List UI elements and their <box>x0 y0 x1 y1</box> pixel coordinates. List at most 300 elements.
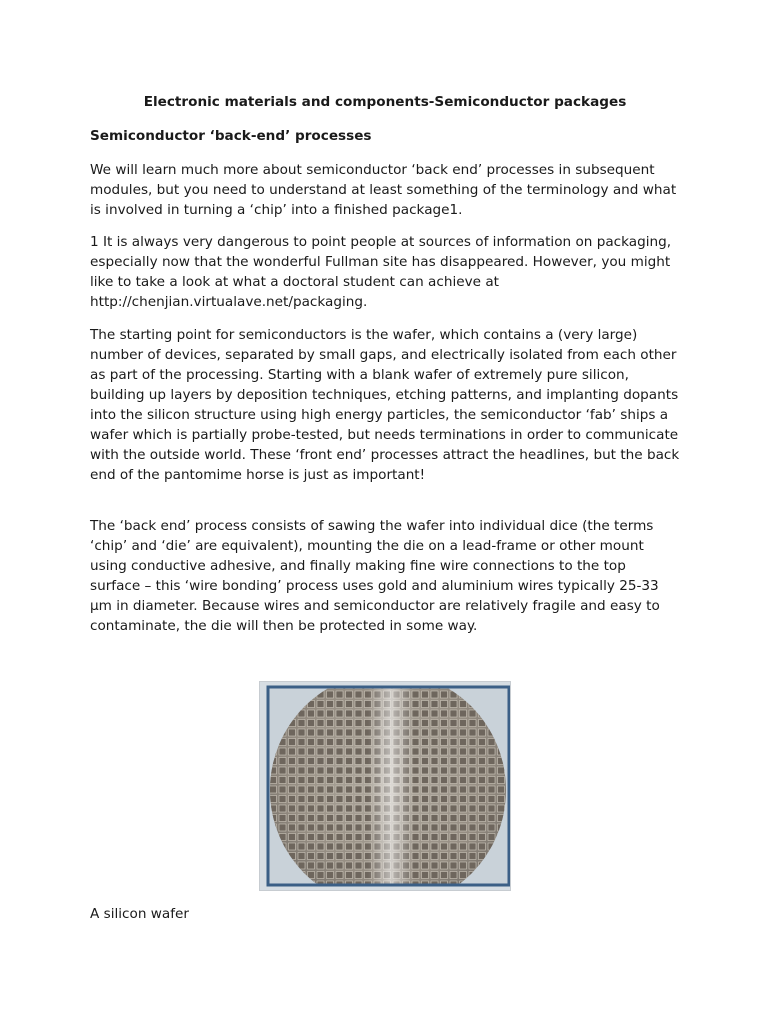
die <box>327 701 334 708</box>
die <box>336 872 343 879</box>
die <box>270 786 277 793</box>
die <box>441 805 448 812</box>
die <box>260 843 267 850</box>
die <box>336 748 343 755</box>
die <box>422 853 429 860</box>
die <box>469 834 476 841</box>
die <box>460 853 467 860</box>
die <box>460 815 467 822</box>
die <box>355 834 362 841</box>
die <box>346 729 353 736</box>
die <box>336 815 343 822</box>
die <box>336 691 343 698</box>
die <box>298 748 305 755</box>
die <box>450 710 457 717</box>
die <box>346 805 353 812</box>
paragraph-footnote: 1 It is always very dangerous to point people at sources of information on packaging, especially now that the wonderful Fullman site has disappeared. However, you might like to take a look at what a doctoral student can achieve at http://chenjian.virtualave.net/packaging. <box>90 234 672 310</box>
die <box>431 853 438 860</box>
die <box>431 748 438 755</box>
die <box>336 701 343 708</box>
die <box>279 805 286 812</box>
die <box>460 824 467 831</box>
die <box>317 843 324 850</box>
die <box>441 872 448 879</box>
die <box>308 834 315 841</box>
paragraph-wafer: The starting point for semiconductors is the wafer, which contains a (very large) number of devices, separated by small gaps, and electrically isolated from each other as part of the processing. Starting with a blank wafer of extremely pure silicon, building up layers by deposition techniques, etching patterns, and implanting dopants into the silicon structure using high energy particles, the semiconductor ‘fab’ ships a wafer which is partially probe-tested, but needs terminations in order to communicate with the outside world. These ‘front end’ processes attract the headlines, but the back end of the pantomime horse is just as important! <box>90 327 680 483</box>
die <box>355 815 362 822</box>
die <box>279 748 286 755</box>
die <box>422 748 429 755</box>
die <box>336 758 343 765</box>
die <box>479 824 486 831</box>
die <box>327 805 334 812</box>
die <box>336 786 343 793</box>
die <box>479 815 486 822</box>
die <box>298 729 305 736</box>
die <box>260 777 267 784</box>
die <box>317 729 324 736</box>
die <box>298 805 305 812</box>
die <box>460 710 467 717</box>
die <box>441 834 448 841</box>
die <box>498 777 505 784</box>
die <box>308 843 315 850</box>
die <box>469 748 476 755</box>
die <box>479 748 486 755</box>
die <box>355 777 362 784</box>
die <box>469 777 476 784</box>
die <box>422 815 429 822</box>
die <box>260 729 267 736</box>
die <box>431 739 438 746</box>
die <box>469 767 476 774</box>
die <box>308 786 315 793</box>
die <box>460 767 467 774</box>
die <box>346 796 353 803</box>
die <box>336 805 343 812</box>
die <box>346 748 353 755</box>
die <box>327 691 334 698</box>
die <box>355 739 362 746</box>
die <box>460 834 467 841</box>
die <box>327 767 334 774</box>
die <box>260 691 267 698</box>
die <box>355 853 362 860</box>
die <box>346 758 353 765</box>
die <box>431 834 438 841</box>
die <box>336 824 343 831</box>
die <box>298 767 305 774</box>
die <box>450 805 457 812</box>
die <box>498 767 505 774</box>
die <box>298 720 305 727</box>
die <box>327 777 334 784</box>
die <box>336 796 343 803</box>
die <box>317 710 324 717</box>
die <box>422 786 429 793</box>
die <box>422 758 429 765</box>
die <box>469 805 476 812</box>
die <box>308 729 315 736</box>
die <box>488 824 495 831</box>
die <box>317 758 324 765</box>
die <box>431 796 438 803</box>
die <box>422 701 429 708</box>
die <box>450 777 457 784</box>
wafer-illustration <box>260 682 510 890</box>
die <box>469 710 476 717</box>
die <box>298 824 305 831</box>
die <box>308 758 315 765</box>
die <box>327 739 334 746</box>
die <box>422 843 429 850</box>
die <box>308 767 315 774</box>
die <box>260 834 267 841</box>
die <box>260 824 267 831</box>
die <box>469 729 476 736</box>
section-heading: Semiconductor ‘back-end’ processes <box>90 128 372 144</box>
die <box>469 815 476 822</box>
die <box>279 824 286 831</box>
die <box>289 843 296 850</box>
die <box>289 834 296 841</box>
die <box>355 691 362 698</box>
document-title: Electronic materials and components-Semiconductor packages <box>143 94 627 110</box>
die <box>327 720 334 727</box>
die <box>460 758 467 765</box>
die <box>450 767 457 774</box>
die <box>317 739 324 746</box>
die <box>260 796 267 803</box>
die <box>431 805 438 812</box>
die <box>441 739 448 746</box>
die <box>450 748 457 755</box>
die <box>488 796 495 803</box>
die <box>422 777 429 784</box>
die <box>460 748 467 755</box>
die <box>422 796 429 803</box>
die <box>431 843 438 850</box>
die <box>441 853 448 860</box>
die <box>317 805 324 812</box>
die <box>308 720 315 727</box>
die <box>450 720 457 727</box>
die <box>450 872 457 879</box>
die <box>346 701 353 708</box>
die <box>460 777 467 784</box>
die <box>488 815 495 822</box>
die <box>488 758 495 765</box>
die <box>431 777 438 784</box>
die <box>450 843 457 850</box>
die <box>450 853 457 860</box>
die <box>308 748 315 755</box>
die <box>441 843 448 850</box>
die <box>431 862 438 869</box>
die <box>431 872 438 879</box>
die <box>260 786 267 793</box>
die <box>336 739 343 746</box>
die <box>422 720 429 727</box>
die <box>479 739 486 746</box>
die <box>450 796 457 803</box>
die <box>346 843 353 850</box>
die <box>441 748 448 755</box>
die <box>327 843 334 850</box>
die <box>441 786 448 793</box>
die <box>441 796 448 803</box>
die <box>355 786 362 793</box>
paragraph-intro: We will learn much more about semiconductor ‘back end’ processes in subsequent modules, but you need to understand at least something of the terminology and what is involved in turning a ‘chip’ into a finished package1. <box>90 162 677 218</box>
die <box>479 796 486 803</box>
die <box>469 824 476 831</box>
die <box>441 824 448 831</box>
die <box>355 710 362 717</box>
die <box>422 834 429 841</box>
die <box>460 701 467 708</box>
die <box>422 710 429 717</box>
die <box>289 739 296 746</box>
die <box>469 796 476 803</box>
die <box>260 682 267 689</box>
die <box>498 786 505 793</box>
die <box>346 691 353 698</box>
die <box>479 729 486 736</box>
die <box>289 729 296 736</box>
die <box>355 701 362 708</box>
die <box>422 767 429 774</box>
die <box>469 739 476 746</box>
die <box>298 853 305 860</box>
die <box>317 777 324 784</box>
die <box>260 862 267 869</box>
die <box>327 853 334 860</box>
die <box>327 862 334 869</box>
die <box>336 843 343 850</box>
die <box>460 729 467 736</box>
die <box>308 862 315 869</box>
die <box>336 834 343 841</box>
die <box>479 834 486 841</box>
die <box>298 786 305 793</box>
die <box>260 739 267 746</box>
die <box>327 834 334 841</box>
die <box>460 805 467 812</box>
die <box>355 729 362 736</box>
die <box>469 853 476 860</box>
die <box>298 758 305 765</box>
die <box>441 767 448 774</box>
die <box>460 872 467 879</box>
die <box>279 777 286 784</box>
die <box>327 786 334 793</box>
die <box>498 805 505 812</box>
die <box>346 872 353 879</box>
die <box>317 853 324 860</box>
die <box>317 862 324 869</box>
die <box>317 786 324 793</box>
die <box>460 862 467 869</box>
die <box>308 777 315 784</box>
die <box>346 777 353 784</box>
die <box>431 720 438 727</box>
die <box>431 824 438 831</box>
die <box>298 815 305 822</box>
die <box>355 796 362 803</box>
die <box>317 720 324 727</box>
die <box>317 701 324 708</box>
die <box>260 720 267 727</box>
die <box>260 701 267 708</box>
die <box>317 748 324 755</box>
die <box>260 710 267 717</box>
die <box>327 729 334 736</box>
die <box>289 796 296 803</box>
die <box>488 777 495 784</box>
die <box>308 824 315 831</box>
die <box>355 767 362 774</box>
die <box>460 739 467 746</box>
figure-caption: A silicon wafer <box>90 906 189 922</box>
die <box>289 748 296 755</box>
die <box>298 834 305 841</box>
die <box>460 786 467 793</box>
die <box>441 691 448 698</box>
die <box>441 862 448 869</box>
silicon-wafer-photo <box>260 682 510 890</box>
die <box>308 805 315 812</box>
die <box>346 720 353 727</box>
die <box>479 777 486 784</box>
die <box>289 786 296 793</box>
die <box>431 729 438 736</box>
die <box>355 872 362 879</box>
die <box>450 758 457 765</box>
die <box>441 720 448 727</box>
die <box>260 748 267 755</box>
paragraph-back-end: The ‘back end’ process consists of sawing the wafer into individual dice (the terms ‘chip’ and ‘die’ are equivalent), mounting the die on a lead-frame or other mount using conductive adhesive, and finally making fine wire connections to the top surface – this ‘wire bonding’ process uses gold and aluminium wires typically 25-33 µm in diameter. Because wires and semiconductor are relatively fragile and easy to contaminate, the die will then be protected in some way. <box>90 518 660 634</box>
die <box>336 853 343 860</box>
die <box>422 691 429 698</box>
die <box>327 796 334 803</box>
die <box>327 815 334 822</box>
die <box>355 862 362 869</box>
die <box>317 872 324 879</box>
die <box>355 824 362 831</box>
die <box>336 720 343 727</box>
die <box>450 786 457 793</box>
die <box>431 786 438 793</box>
die <box>279 815 286 822</box>
die <box>279 767 286 774</box>
die <box>431 710 438 717</box>
die <box>431 767 438 774</box>
die <box>317 824 324 831</box>
die <box>346 739 353 746</box>
die <box>450 729 457 736</box>
die <box>355 758 362 765</box>
die <box>355 805 362 812</box>
die <box>479 767 486 774</box>
die <box>441 729 448 736</box>
die <box>308 853 315 860</box>
die <box>488 748 495 755</box>
die <box>355 843 362 850</box>
die <box>469 862 476 869</box>
die <box>441 815 448 822</box>
die <box>260 881 267 888</box>
die <box>460 796 467 803</box>
die <box>260 805 267 812</box>
die <box>441 710 448 717</box>
die <box>479 805 486 812</box>
die <box>488 786 495 793</box>
die <box>469 720 476 727</box>
die <box>346 786 353 793</box>
die <box>450 834 457 841</box>
die <box>488 739 495 746</box>
die <box>441 758 448 765</box>
die <box>450 824 457 831</box>
die <box>422 739 429 746</box>
die <box>279 786 286 793</box>
die <box>346 710 353 717</box>
die <box>346 815 353 822</box>
die <box>308 710 315 717</box>
die <box>450 739 457 746</box>
die <box>317 796 324 803</box>
die <box>260 815 267 822</box>
die <box>260 853 267 860</box>
die <box>327 872 334 879</box>
die <box>289 824 296 831</box>
die <box>327 824 334 831</box>
die <box>431 701 438 708</box>
die <box>336 767 343 774</box>
die <box>450 862 457 869</box>
light-reflection <box>368 686 414 886</box>
die <box>317 767 324 774</box>
die <box>279 758 286 765</box>
die <box>469 758 476 765</box>
die <box>346 862 353 869</box>
die <box>488 834 495 841</box>
die <box>479 758 486 765</box>
die <box>355 748 362 755</box>
die <box>336 862 343 869</box>
die <box>422 729 429 736</box>
die <box>441 777 448 784</box>
die <box>289 805 296 812</box>
die <box>346 767 353 774</box>
die <box>308 815 315 822</box>
die <box>441 701 448 708</box>
die <box>498 796 505 803</box>
die <box>422 862 429 869</box>
die <box>479 786 486 793</box>
die <box>327 748 334 755</box>
die <box>346 824 353 831</box>
die <box>327 710 334 717</box>
die <box>431 758 438 765</box>
die <box>336 777 343 784</box>
die <box>346 834 353 841</box>
die <box>488 805 495 812</box>
die <box>327 758 334 765</box>
die <box>298 796 305 803</box>
die <box>289 758 296 765</box>
die <box>317 834 324 841</box>
